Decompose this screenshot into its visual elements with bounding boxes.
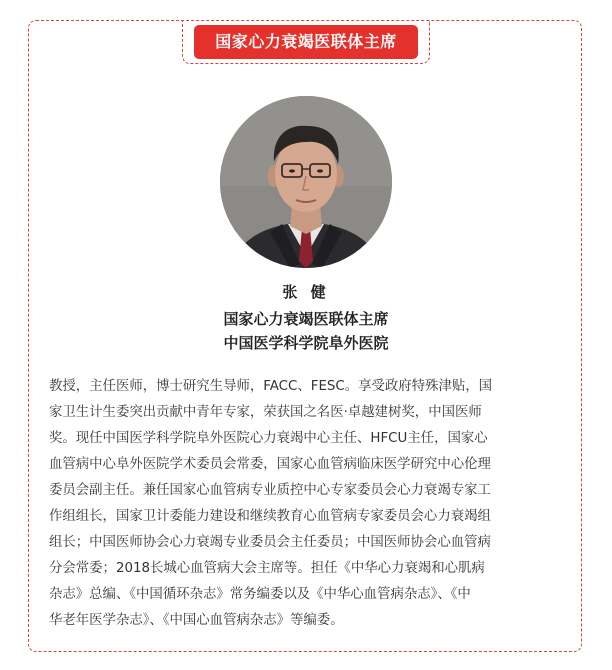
- bio-line: 家卫生计生委突出贡献中青年专家，荣获国之名医·卓越建树奖，中国医师: [49, 405, 482, 420]
- bio-line: 作组组长，国家卫计委能力建设和继续教育心血管病专家委员会心力衰竭组: [49, 509, 491, 524]
- bio-line: 组长；中国医师协会心力衰竭专业委员会主任委员；中国医师协会心血管病: [49, 535, 491, 550]
- title-badge: 国家心力衰竭医联体主席: [194, 25, 418, 59]
- position-title: 国家心力衰竭医联体主席: [223, 310, 389, 328]
- bio-line: 委员会副主任。兼任国家心血管病专业质控中心专家委员会心力衰竭专家工: [49, 483, 491, 498]
- portrait-photo: [220, 96, 392, 268]
- bio-line: 教授，主任医师，博士研究生导师，FACC、FESC。享受政府特殊津贴，国: [49, 379, 493, 394]
- avatar: [220, 96, 392, 268]
- bio-line: 奖。现任中国医学科学院阜外医院心力衰竭中心主任、HFCU主任，国家心: [49, 431, 488, 446]
- biography: [49, 374, 564, 634]
- bio-line: 杂志》总编、《中国循环杂志》常务编委以及《中华心血管病杂志》、《中: [49, 587, 471, 602]
- bio-line: 华老年医学杂志》、《中国心血管病杂志》等编委。: [49, 613, 344, 628]
- bio-line: 血管病中心阜外医院学术委员会常委，国家心血管病临床医学研究中心伦理: [49, 457, 491, 472]
- bio-line: 分会常委；2018长城心血管病大会主席等。担任《中华心力衰竭和心肌病: [49, 561, 485, 576]
- affiliation: 中国医学科学院阜外医院: [223, 334, 389, 352]
- person-name: 张 健: [282, 283, 330, 301]
